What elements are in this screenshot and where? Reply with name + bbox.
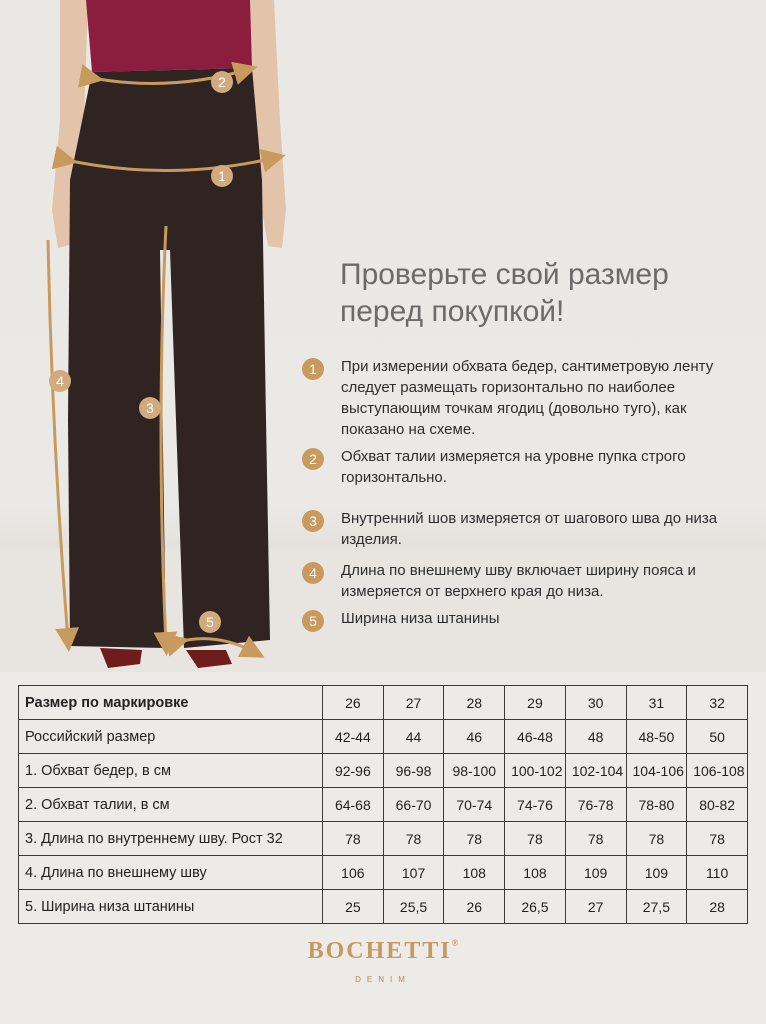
size-header-cell: 29 — [505, 686, 566, 720]
table-row — [19, 720, 748, 754]
table-cell: 25,5 — [383, 890, 444, 924]
tip-text-5: Ширина низа штанины — [341, 610, 500, 627]
table-cell: 106 — [323, 856, 384, 890]
table-cell: 80-82 — [687, 788, 748, 822]
table-cell: 108 — [505, 856, 566, 890]
table-cell: 25 — [323, 890, 384, 924]
table-cell: 66-70 — [383, 788, 444, 822]
marker-1 — [211, 165, 233, 187]
tip-number-5: 5 — [302, 610, 324, 632]
marker-5 — [199, 611, 221, 633]
tip-number-2: 2 — [302, 448, 324, 470]
row-label: 1. Обхват бедер, в см — [19, 754, 323, 788]
marker-3 — [139, 397, 161, 419]
table-cell: 27,5 — [626, 890, 687, 924]
svg-text:2: 2 — [218, 74, 226, 90]
table-cell: 46 — [444, 720, 505, 754]
brand-subtitle: DENIM — [355, 975, 411, 984]
table-cell: 104-106 — [626, 754, 687, 788]
table-cell: 48-50 — [626, 720, 687, 754]
table-cell: 27 — [565, 890, 626, 924]
table-cell: 107 — [383, 856, 444, 890]
row-label: Российский размер — [19, 720, 323, 754]
tip-number-3: 3 — [302, 510, 324, 532]
table-cell: 46-48 — [505, 720, 566, 754]
table-cell: 109 — [626, 856, 687, 890]
headline-line-1: Проверьте свой размер — [340, 258, 669, 291]
tip-text-4: Длина по внешнему шву включает ширину пояса и измеряется от верхнего края до низа. — [341, 562, 696, 600]
size-header-row — [19, 686, 748, 720]
table-row — [19, 822, 748, 856]
table-cell: 78 — [505, 822, 566, 856]
table-cell: 78-80 — [626, 788, 687, 822]
size-header-cell: 27 — [383, 686, 444, 720]
row-label: 3. Длина по внутреннему шву. Рост 32 — [19, 822, 323, 856]
registered-mark: ® — [451, 938, 459, 948]
svg-text:4: 4 — [56, 373, 64, 389]
table-cell: 50 — [687, 720, 748, 754]
size-header-cell: 28 — [444, 686, 505, 720]
table-cell: 98-100 — [444, 754, 505, 788]
table-cell: 26,5 — [505, 890, 566, 924]
table-cell: 106-108 — [687, 754, 748, 788]
marker-2 — [211, 71, 233, 93]
size-header-label: Размер по маркировке — [19, 686, 323, 720]
headline-line-2: перед покупкой! — [340, 295, 565, 328]
size-chart-table — [18, 685, 748, 924]
table-cell: 70-74 — [444, 788, 505, 822]
marker-4 — [49, 370, 71, 392]
table-cell: 76-78 — [565, 788, 626, 822]
size-header-cell: 26 — [323, 686, 384, 720]
table-cell: 78 — [323, 822, 384, 856]
tip-text-1: При измерении обхвата бедер, сантиметровую ленту следует размещать горизонтально по наиболее выступающим точкам ягодиц (довольно туго), как показано на схеме. — [341, 358, 714, 438]
table-row — [19, 754, 748, 788]
table-row — [19, 788, 748, 822]
headline — [340, 256, 750, 330]
table-cell: 110 — [687, 856, 748, 890]
table-cell: 78 — [565, 822, 626, 856]
brand-logo — [0, 938, 766, 965]
row-label: 2. Обхват талии, в см — [19, 788, 323, 822]
svg-text:5: 5 — [206, 614, 214, 630]
table-cell: 78 — [626, 822, 687, 856]
table-row — [19, 856, 748, 890]
size-header-cell: 30 — [565, 686, 626, 720]
tip-number-4: 4 — [302, 562, 324, 584]
table-cell: 109 — [565, 856, 626, 890]
table-cell: 26 — [444, 890, 505, 924]
table-cell: 78 — [383, 822, 444, 856]
row-label: 4. Длина по внешнему шву — [19, 856, 323, 890]
table-cell: 78 — [444, 822, 505, 856]
table-cell: 108 — [444, 856, 505, 890]
table-cell: 44 — [383, 720, 444, 754]
brand-name: BOCHETTI — [307, 938, 452, 964]
tip-text-2: Обхват талии измеряется на уровне пупка строго горизонтально. — [341, 448, 686, 486]
size-header-cell: 31 — [626, 686, 687, 720]
table-cell: 74-76 — [505, 788, 566, 822]
table-cell: 102-104 — [565, 754, 626, 788]
top-garment — [86, 0, 252, 72]
table-cell: 78 — [687, 822, 748, 856]
tip-number-1: 1 — [302, 358, 324, 380]
table-cell: 96-98 — [383, 754, 444, 788]
svg-text:1: 1 — [218, 168, 226, 184]
tip-text-3: Внутренний шов измеряется от шагового шва до низа изделия. — [341, 510, 718, 548]
svg-text:3: 3 — [146, 400, 154, 416]
table-cell: 100-102 — [505, 754, 566, 788]
size-header-cell: 32 — [687, 686, 748, 720]
table-cell: 48 — [565, 720, 626, 754]
row-label: 5. Ширина низа штанины — [19, 890, 323, 924]
table-cell: 92-96 — [323, 754, 384, 788]
table-cell: 64-68 — [323, 788, 384, 822]
table-row — [19, 890, 748, 924]
table-cell: 28 — [687, 890, 748, 924]
table-cell: 42-44 — [323, 720, 384, 754]
